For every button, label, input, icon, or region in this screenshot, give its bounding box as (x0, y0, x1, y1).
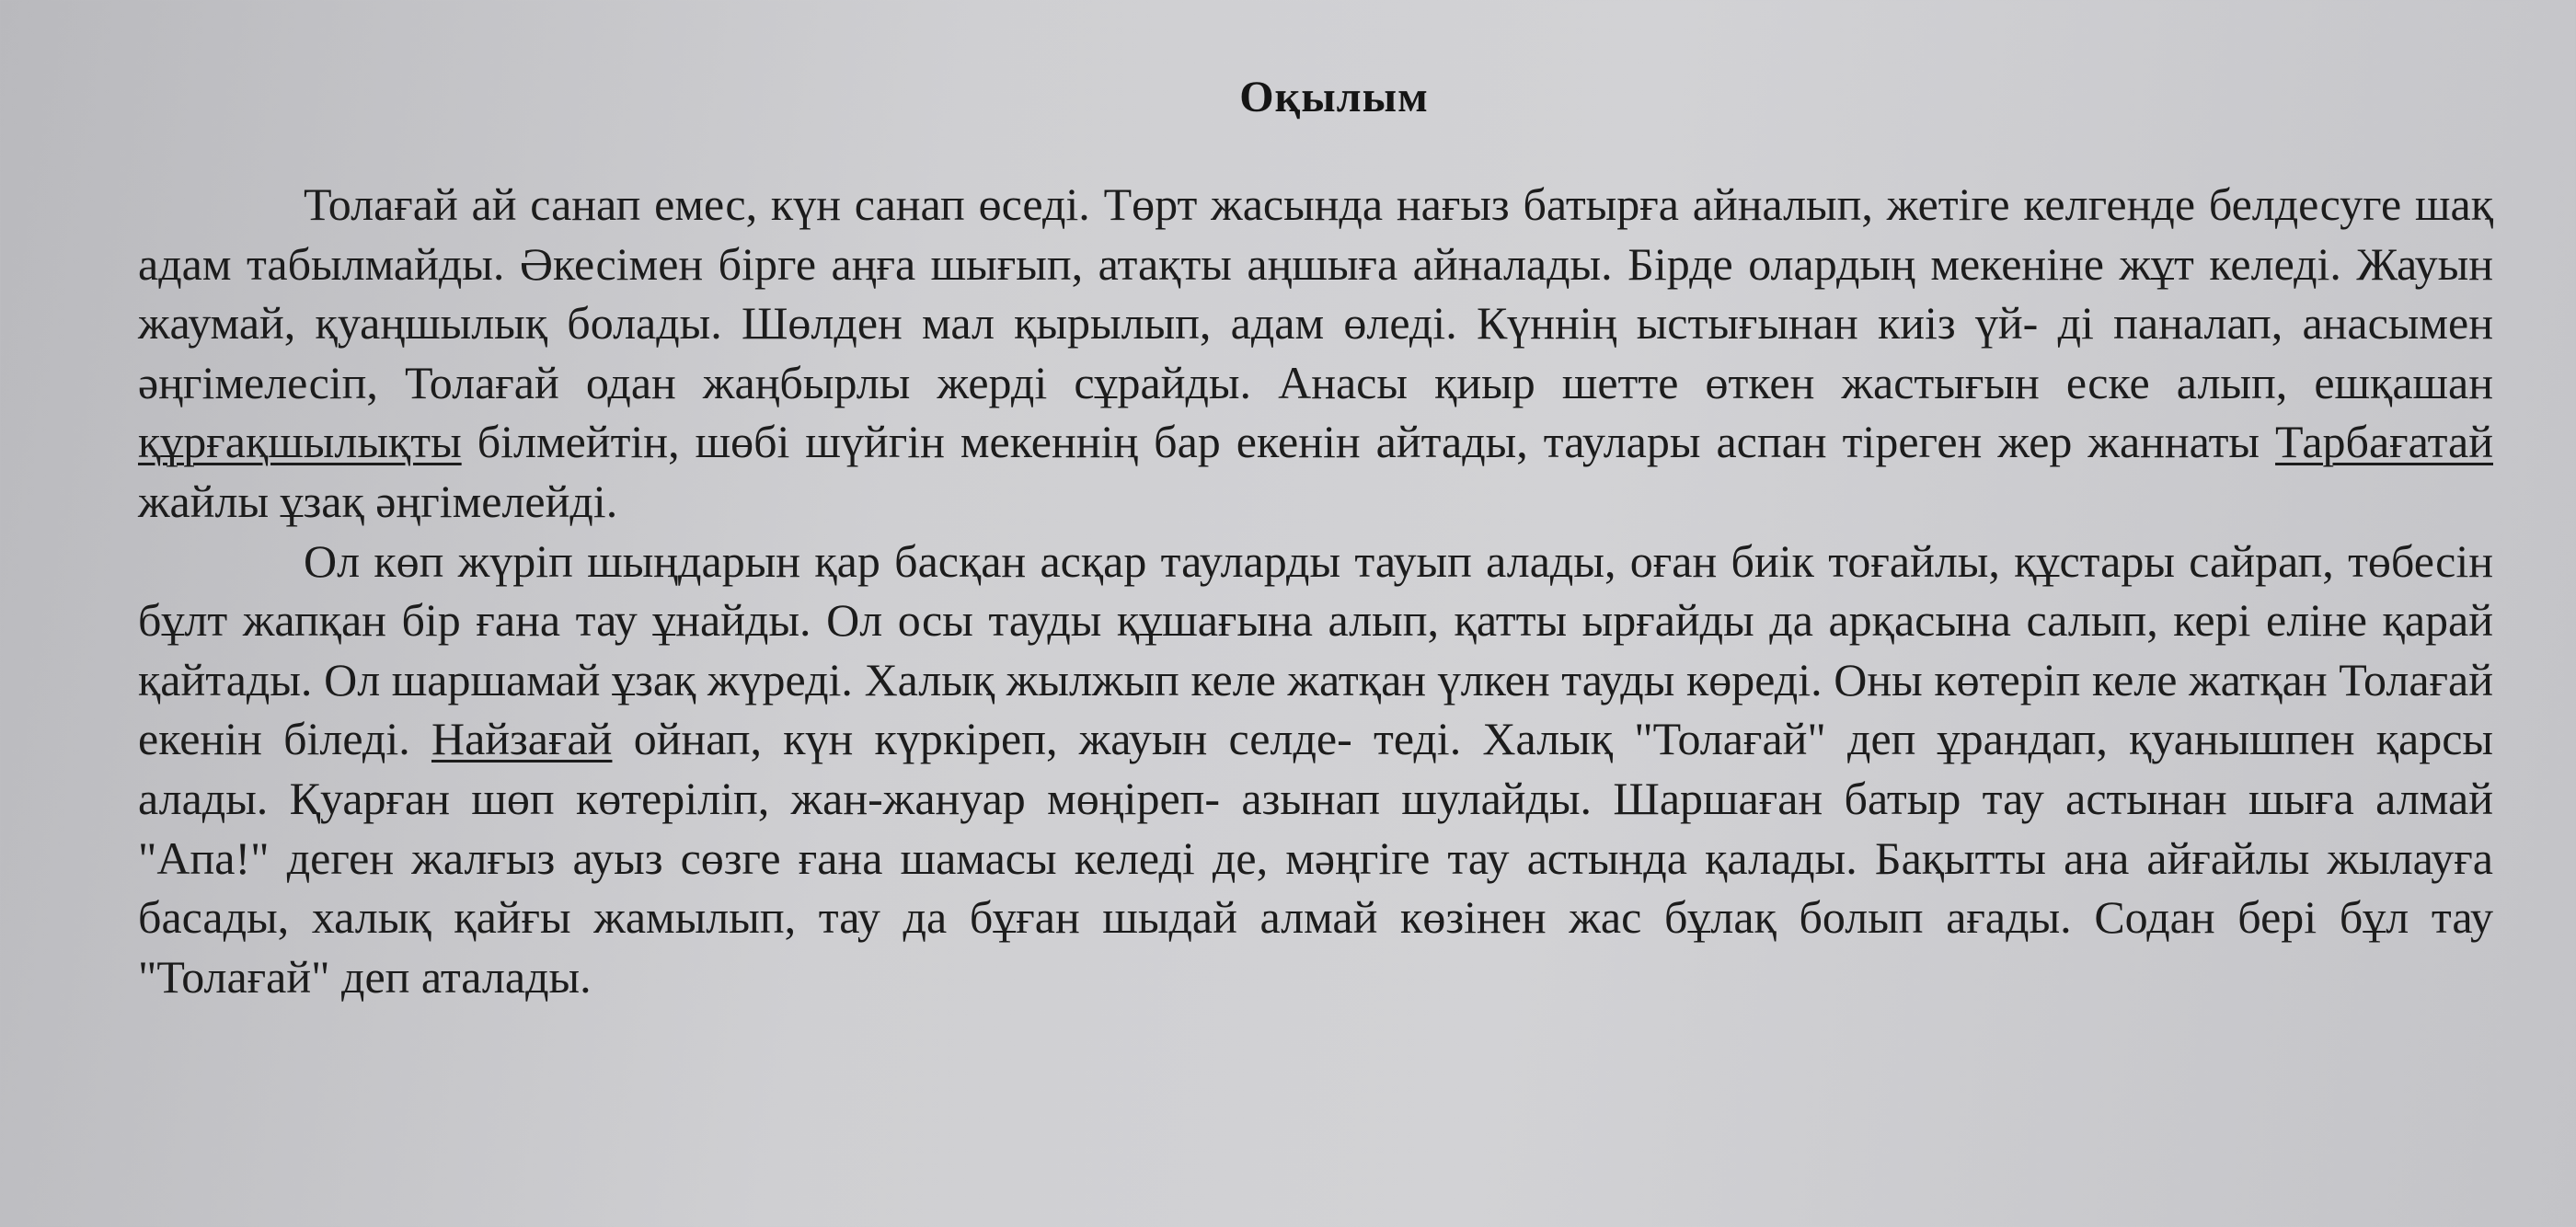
paragraph-1-text-c: жайлы ұзақ әңгімелейді. (138, 475, 618, 527)
paragraph-1-text-a: Толағай ай санап емес, күн санап өседі. Төрт жасында нағыз батырға айналып, жетіге келгенде белдесуге шақ адам табылмайды. Әкесімен бірге аңға шығып, атақты аңшыға айналады. Бірде олардың мекеніне жұт келеді. Жауын жаумай, қуаңшылық болады. Шөлден мал қырылып, адам өледі. Күннің ыстығынан киіз үй- ді паналап, анасымен әңгімелесіп, Толағай одан жаңбырлы жерді сұрайды. Анасы қиыр шетте өткен жастығын еске алып, ешқашан (138, 178, 2493, 408)
underlined-word-tarbagatai: Тарбағатай (2275, 416, 2493, 468)
underlined-word-drought: құрғақшылықты (138, 416, 462, 468)
paragraph-1-text-b: білмейтін, шөбі шүйгін мекеннің бар екенін айтады, таулары аспан тіреген жер жаннаты (461, 416, 2276, 468)
paragraph-1 (138, 175, 2493, 532)
paragraph-2 (138, 532, 2493, 1007)
paragraph-2-text-b: ойнап, күн күркіреп, жауын селде- теді. Халық "Толағай" деп ұрандап, қуанышпен қарсы алады. Қуарған шөп көтеріліп, жан-жануар мөңіреп- азынап шулайды. Шаршаған батыр тау астынан шыға алмай "Апа!" деген жалғыз ауыз сөзге ғана шамасы келеді де, мәңгіге тау астында қалады. Бақытты ана айғайлы жылауға басады, халық қайғы жамылып, тау да бұған шыдай алмай көзінен жас бұлақ болып ағады. Содан бері бұл тау "Толағай" деп аталады. (138, 713, 2493, 1003)
underlined-word-lightning: Найзағай (431, 713, 613, 765)
document-title: Оқылым (1239, 73, 1429, 121)
paragraph-2-text-a: Ол көп жүріп шыңдарын қар басқан асқар тауларды тауып алады, оған биік тоғайлы, құстары сайрап, төбесін бұлт жапқан бір ғана тау ұнайды. Ол осы тауды құшағына алып, қатты ырғайды да арқасына салып, кері еліне қарай қайтады. Ол шаршамай ұзақ жүреді. Халық жылжып келе жатқан үлкен тауды көреді. Оны көтеріп келе жатқан Толағай екенін біледі. (138, 534, 2493, 765)
reading-text (138, 175, 2493, 1006)
